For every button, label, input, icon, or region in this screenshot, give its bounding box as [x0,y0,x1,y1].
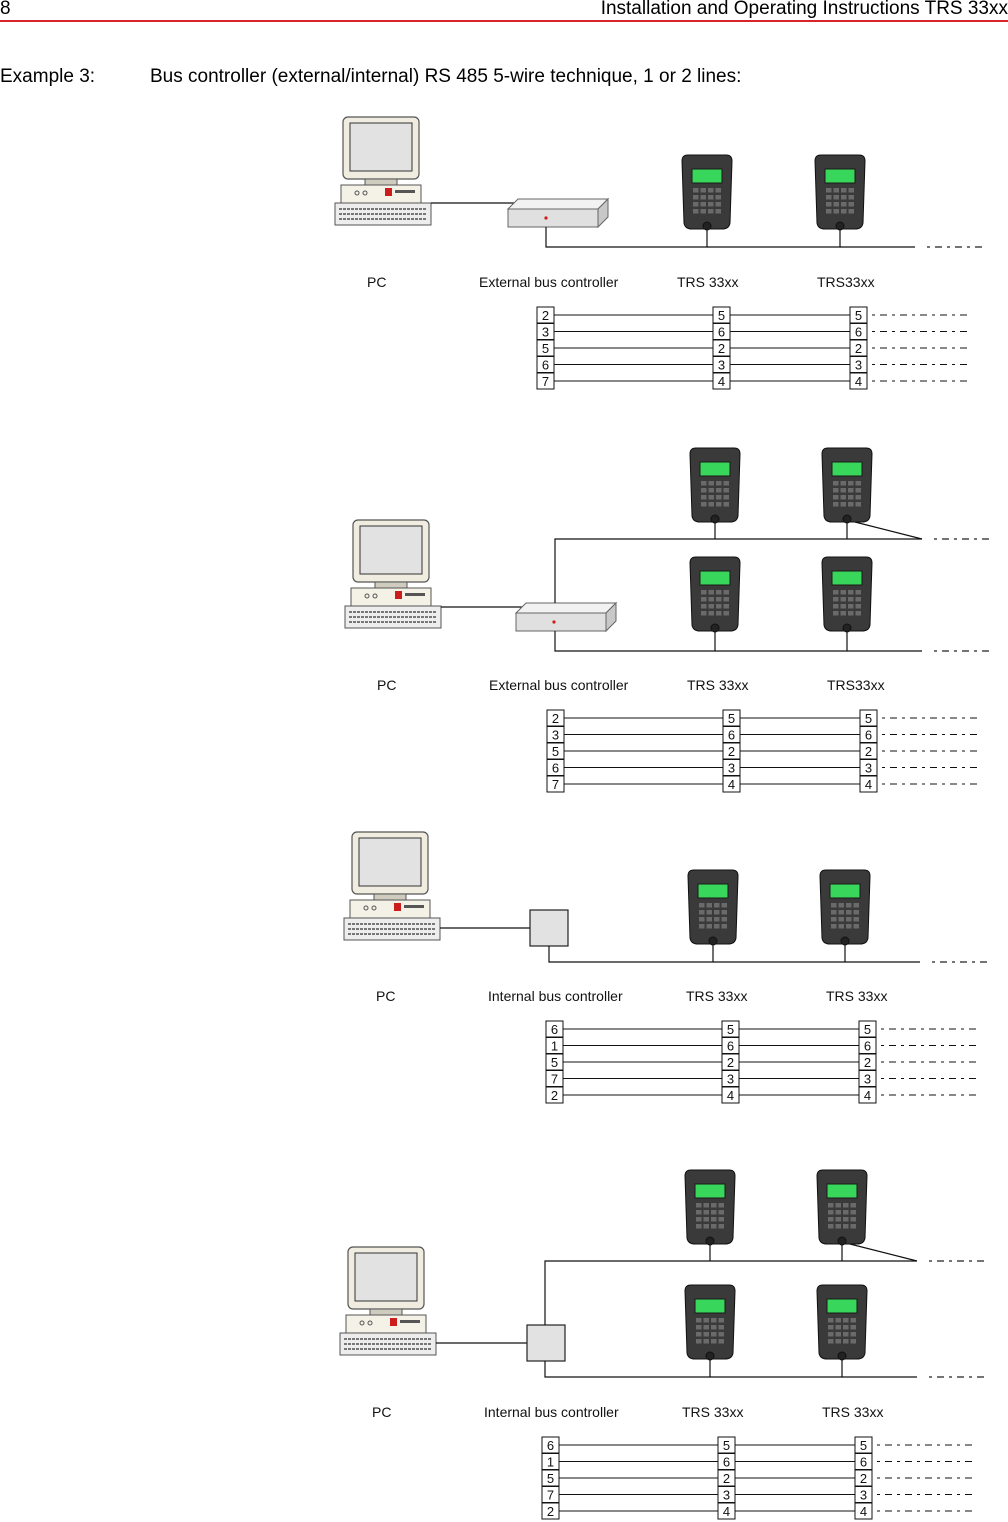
document-title: Installation and Operating Instructions TRS 33xx [600,0,1008,19]
pin-number: 6 [717,324,726,340]
pin-number: 3 [717,357,726,373]
pin-number: 4 [722,1504,731,1519]
pin-number: 2 [722,1471,731,1486]
pin-number: 6 [551,760,560,776]
pin-number: 4 [727,777,736,792]
pin-number: 2 [859,1471,868,1486]
pin-number: 2 [854,341,863,356]
diagram-example-4 [340,1170,985,1519]
pin-number: 6 [546,1438,555,1453]
trs-terminal-icon [820,870,870,945]
terminal-2-label: TRS33xx [817,274,875,290]
bus-line-2 [546,227,707,247]
pin-number: 2 [541,308,550,323]
internal-bus-controller-icon [527,1325,565,1361]
terminal-1-label: TRS 33xx [687,677,749,693]
pin-number: 5 [864,711,873,726]
internal-bus-controller-icon [530,910,568,946]
pin-number: 7 [546,1487,555,1503]
diagram-example-3 [344,832,988,1103]
pin-number: 5 [550,1055,559,1070]
pin-number: 7 [551,777,560,792]
bus-line-2b [710,1357,842,1377]
pin-number: 7 [550,1071,559,1087]
pin-number: 6 [727,727,736,743]
trs-terminal-icon [822,448,872,523]
pin-number: 3 [722,1487,731,1503]
diagram-example-1 [335,117,983,389]
trs-terminal-icon [690,448,740,523]
trs-terminal-icon [815,155,865,230]
pc-computer-icon [345,520,441,628]
pin-number: 5 [727,711,736,726]
pin-number: 4 [863,1088,872,1103]
pin-number: 4 [859,1504,868,1519]
terminal-2-label: TRS 33xx [822,1404,884,1420]
pin-number: 3 [859,1487,868,1503]
controller-label: External bus controller [489,677,629,693]
pin-number: 5 [546,1471,555,1486]
bus-line-1b [847,520,922,539]
terminal-2-label: TRS33xx [827,677,885,693]
pin-number: 6 [726,1038,735,1054]
pin-number: 2 [717,341,726,356]
trs-terminal-icon [682,155,732,230]
pc-computer-icon [344,832,440,940]
pin-number: 4 [717,374,726,389]
bus-line-2b [713,942,845,962]
bus-line-2 [555,629,715,651]
trs-terminal-icon [817,1285,867,1360]
pin-number: 2 [551,711,560,726]
bus-line-1b [842,1242,917,1261]
pc-label: PC [377,677,397,693]
bus-line-2b [707,227,840,247]
pin-number: 3 [541,324,550,340]
pin-number: 6 [550,1022,559,1037]
pin-number: 5 [859,1438,868,1453]
external-bus-controller-icon [516,603,616,631]
terminal-1-label: TRS 33xx [677,274,739,290]
pin-number: 4 [854,374,863,389]
pin-number: 3 [551,727,560,743]
diagram-example-2 [345,448,990,792]
pc-label: PC [372,1404,392,1420]
controller-label: Internal bus controller [488,988,623,1004]
pin-number: 5 [551,744,560,759]
pc-label: PC [376,988,396,1004]
page-number: 8 [0,0,11,19]
pin-number: 7 [541,374,550,389]
pin-number: 6 [864,727,873,743]
pin-number: 5 [541,341,550,356]
pin-number: 2 [726,1055,735,1070]
pin-number: 6 [859,1454,868,1470]
pin-number: 5 [726,1022,735,1037]
terminal-1-label: TRS 33xx [682,1404,744,1420]
trs-terminal-icon [688,870,738,945]
pin-number: 3 [727,760,736,776]
pin-number: 5 [854,308,863,323]
pc-computer-icon [335,117,431,225]
trs-terminal-icon [690,557,740,632]
example-caption: Bus controller (external/internal) RS 485 5-wire technique, 1 or 2 lines: [150,66,742,87]
controller-label: Internal bus controller [484,1404,619,1420]
pin-number: 6 [863,1038,872,1054]
pin-number: 3 [863,1071,872,1087]
pin-number: 5 [722,1438,731,1453]
pin-number: 6 [722,1454,731,1470]
trs-terminal-icon [685,1170,735,1245]
external-bus-controller-icon [508,199,608,227]
trs-terminal-icon [822,557,872,632]
example-label: Example 3: [0,66,96,87]
pin-number: 2 [546,1504,555,1519]
bus-line-2 [549,942,713,962]
pc-label: PC [367,274,387,290]
pin-number: 2 [864,744,873,759]
pin-number: 2 [727,744,736,759]
pin-number: 3 [726,1071,735,1087]
pin-number: 5 [717,308,726,323]
terminal-2-label: TRS 33xx [826,988,888,1004]
pin-number: 2 [550,1088,559,1103]
pin-number: 3 [864,760,873,776]
pin-number: 6 [541,357,550,373]
pin-number: 1 [550,1038,559,1054]
bus-line-2 [545,1357,710,1377]
bus-line-2b [715,629,847,651]
pin-number: 2 [863,1055,872,1070]
pc-computer-icon [340,1247,436,1355]
pin-number: 4 [726,1088,735,1103]
controller-label: External bus controller [479,274,619,290]
pin-number: 6 [854,324,863,340]
trs-terminal-icon [685,1285,735,1360]
pin-number: 4 [864,777,873,792]
trs-terminal-icon [817,1170,867,1245]
pin-number: 1 [546,1454,555,1470]
terminal-1-label: TRS 33xx [686,988,748,1004]
pin-number: 5 [863,1022,872,1037]
pin-number: 3 [854,357,863,373]
